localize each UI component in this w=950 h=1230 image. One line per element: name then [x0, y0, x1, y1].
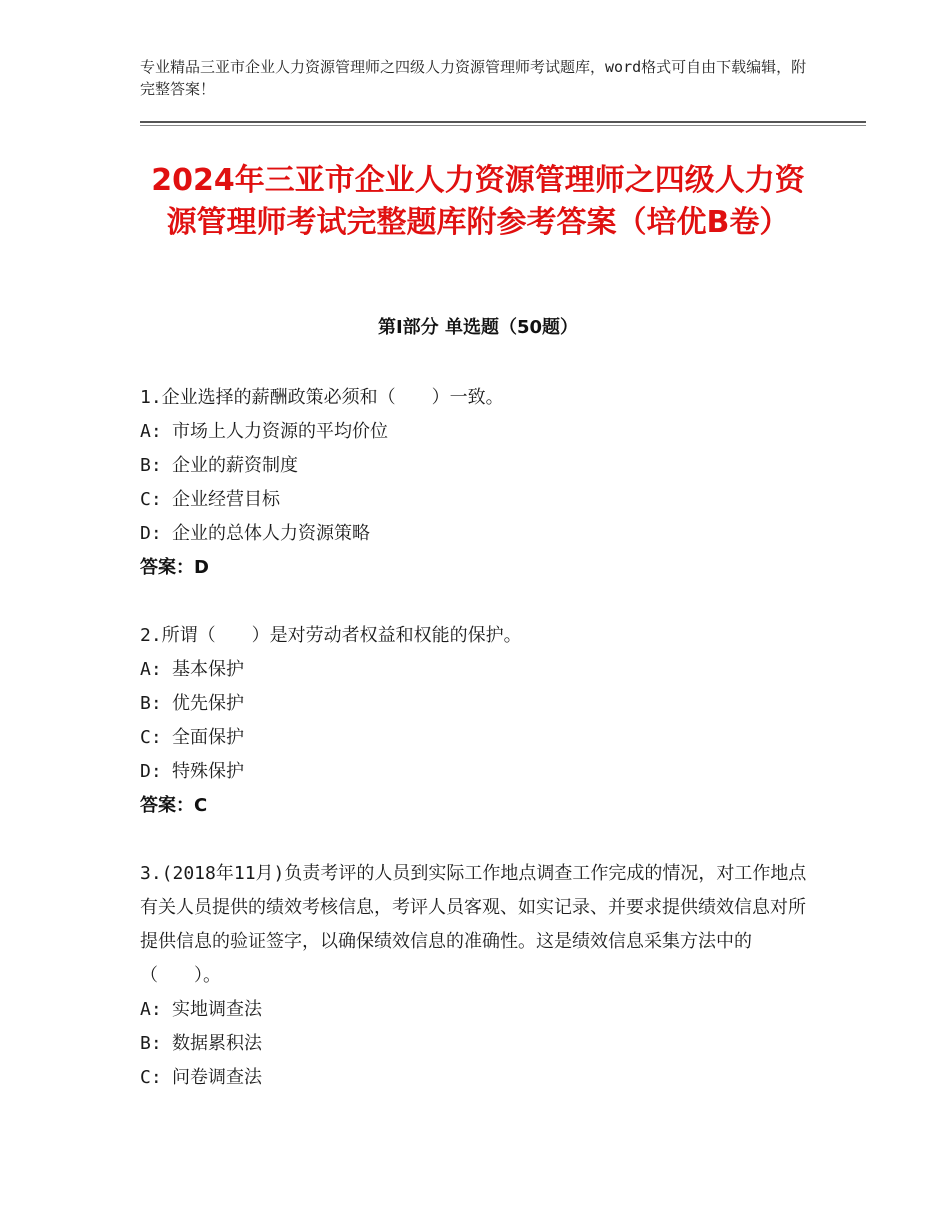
option-text: 特殊保护 [172, 761, 244, 782]
option-text: 企业经营目标 [172, 489, 280, 510]
document-title: 2024年三亚市企业人力资源管理师之四级人力资源管理师考试完整题库附参考答案（培优B卷） [151, 163, 805, 240]
option-d [140, 755, 816, 789]
option-letter: A: [140, 659, 162, 680]
header-divider-thin [140, 125, 866, 126]
question-stem: 3.(2018年11月)负责考评的人员到实际工作地点调查工作完成的情况，对工作地点有关人员提供的绩效考核信息，考评人员客观、如实记录、并要求提供绩效信息对所提供信息的验证签字，以确保绩效信息的准确性。这是绩效信息采集方法中的（ ）。 [140, 863, 807, 986]
option-letter: C: [140, 489, 162, 510]
option-text: 企业的薪资制度 [172, 455, 298, 476]
option-c [140, 483, 816, 517]
option-c [140, 1061, 816, 1095]
option-b [140, 687, 816, 721]
option-letter: D: [140, 761, 162, 782]
option-c [140, 721, 816, 755]
option-letter: A: [140, 999, 162, 1020]
section-heading: 第Ⅰ部分 单选题（50题） [377, 317, 578, 338]
option-text: 市场上人力资源的平均价位 [172, 421, 388, 442]
option-letter: C: [140, 727, 162, 748]
option-text: 实地调查法 [172, 999, 262, 1020]
option-letter: B: [140, 455, 162, 476]
option-b [140, 1027, 816, 1061]
answer-line: 答案：C [140, 795, 208, 816]
option-text: 优先保护 [172, 693, 244, 714]
option-text: 问卷调查法 [172, 1067, 262, 1088]
question-list [140, 381, 816, 1129]
question-1 [140, 381, 816, 585]
option-letter: A: [140, 421, 162, 442]
option-text: 基本保护 [172, 659, 244, 680]
option-a [140, 993, 816, 1027]
header-divider [140, 121, 866, 123]
question-stem: 1.企业选择的薪酬政策必须和（ ）一致。 [140, 387, 504, 408]
option-letter: B: [140, 693, 162, 714]
option-text: 企业的总体人力资源策略 [172, 523, 370, 544]
option-letter: B: [140, 1033, 162, 1054]
option-letter: D: [140, 523, 162, 544]
option-d [140, 517, 816, 551]
option-text: 数据累积法 [172, 1033, 262, 1054]
option-letter: C: [140, 1067, 162, 1088]
question-stem: 2.所谓（ ）是对劳动者权益和权能的保护。 [140, 625, 522, 646]
question-3 [140, 857, 816, 1095]
option-text: 全面保护 [172, 727, 244, 748]
question-2 [140, 619, 816, 823]
option-b [140, 449, 816, 483]
option-a [140, 653, 816, 687]
option-a [140, 415, 816, 449]
answer-line: 答案：D [140, 557, 209, 578]
header-note: 专业精品三亚市企业人力资源管理师之四级人力资源管理师考试题库，word格式可自由下载编辑，附完整答案！ [140, 58, 807, 98]
